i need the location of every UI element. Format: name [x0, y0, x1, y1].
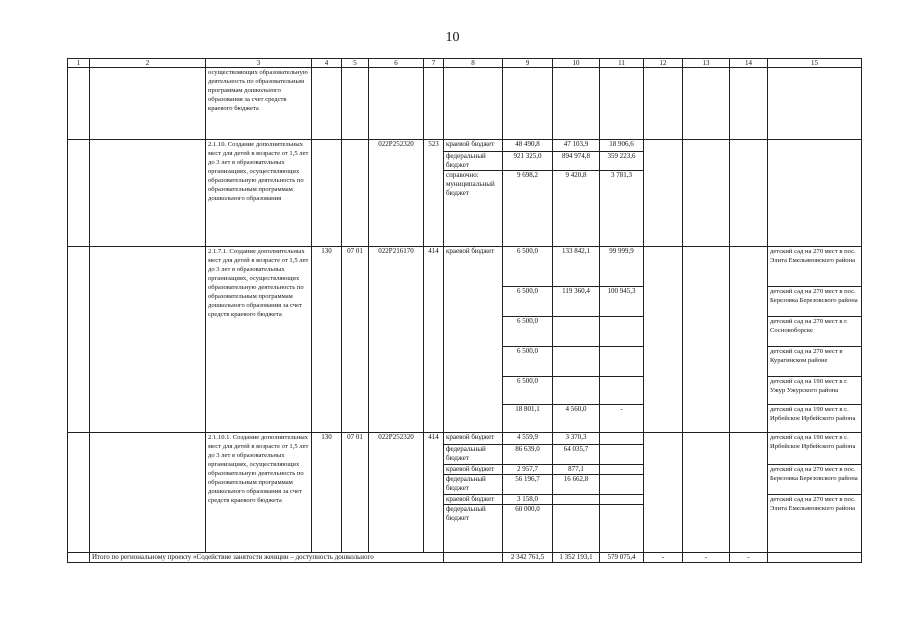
ministry-code: 130: [312, 433, 342, 553]
budget-code: 022P252320: [369, 433, 424, 553]
measure-description: 2.1.10. Создание дополнительных мест для детей в возрасте от 1,5 лет до 3 лет в образовательных организациях, осуществляющих образовательную деятельность по образовательным программам дошкольного образования: [206, 140, 312, 247]
total-amount: 579 075,4: [600, 553, 644, 563]
amount: 6 500,0: [503, 317, 553, 347]
page-number: 10: [445, 30, 460, 45]
table-row: [68, 433, 862, 445]
amount: 6 500,0: [503, 287, 553, 317]
total-amount: -: [683, 553, 730, 563]
expense-type: 414: [424, 247, 444, 433]
amount: [600, 505, 644, 553]
result-note: детский сад на 270 мест в пос. Элита Емельяновского района: [768, 247, 862, 287]
measure-description: 2.1.7.1. Создание дополнительных мест для детей в возрасте от 1,5 лет до 3 лет в образовательных организациях, осуществляющих образовательную деятельность по образовательным программам дошкольного образования за счет средств краевого бюджета: [206, 247, 312, 433]
amount: [600, 445, 644, 465]
amount: [600, 495, 644, 505]
table-row: [68, 247, 862, 287]
column-header: 3: [206, 59, 312, 68]
expense-type: 414: [424, 433, 444, 553]
amount: 60 000,0: [503, 505, 553, 553]
result-note: детский сад на 270 мест в пос. Элита Емельяновского района: [768, 495, 862, 553]
funding-source: краевой бюджет: [444, 465, 503, 475]
result-note: детский сад на 270 мест в пос. Березовка Березовского района: [768, 287, 862, 317]
column-header: 12: [644, 59, 683, 68]
result-note: детский сад на 270 мест в Курагинском районе: [768, 347, 862, 377]
amount: [600, 465, 644, 475]
amount: 100 945,3: [600, 287, 644, 317]
total-amount: -: [644, 553, 683, 563]
amount: 2 957,7: [503, 465, 553, 475]
budget-code: 022P252320: [369, 140, 424, 247]
amount: [600, 475, 644, 495]
amount: [600, 317, 644, 347]
amount: 921 325,0: [503, 152, 553, 171]
funding-source: краевой бюджет: [444, 433, 503, 445]
total-row: [68, 553, 862, 563]
result-note: детский сад на 190 мест в с. Ирбейское Ирбейского района: [768, 433, 862, 465]
column-header: 2: [90, 59, 206, 68]
amount: 3 781,3: [600, 171, 644, 247]
column-header: 1: [68, 59, 90, 68]
funding-source: федеральный бюджет: [444, 505, 503, 553]
column-header: 7: [424, 59, 444, 68]
amount: 6 500,0: [503, 247, 553, 287]
amount: 18 801,1: [503, 405, 553, 433]
amount: [600, 377, 644, 405]
measure-description: 2.1.10.1. Создание дополнительных мест для детей в возрасте от 1,5 лет до 3 лет в образовательных организациях, осуществляющих образовательную деятельность по образовательным программам дошкольного образования за счет средств краевого бюджета: [206, 433, 312, 553]
result-note: детский сад на 270 мест в г. Сосновоборске: [768, 317, 862, 347]
budget-table: [67, 58, 862, 563]
funding-source: федеральный бюджет: [444, 445, 503, 465]
funding-source: справочно: муниципальный бюджет: [444, 171, 503, 247]
amount: [553, 347, 600, 377]
amount: 16 662,8: [553, 475, 600, 495]
column-header: 13: [683, 59, 730, 68]
amount: [553, 505, 600, 553]
amount: [553, 495, 600, 505]
column-header: 15: [768, 59, 862, 68]
funding-source: федеральный бюджет: [444, 152, 503, 171]
amount: 3 158,0: [503, 495, 553, 505]
amount: 4 559,9: [503, 433, 553, 445]
header-row: [68, 59, 862, 68]
amount: 48 490,8: [503, 140, 553, 152]
amount: 18 906,6: [600, 140, 644, 152]
amount: 9 698,2: [503, 171, 553, 247]
amount: 119 360,4: [553, 287, 600, 317]
amount: [600, 347, 644, 377]
budget-code: 022P216170: [369, 247, 424, 433]
amount: [553, 377, 600, 405]
total-label: Итого по региональному проекту «Содействие занятости женщин – доступность дошкольного: [90, 553, 444, 563]
amount: 99 999,9: [600, 247, 644, 287]
column-header: 8: [444, 59, 503, 68]
amount: 894 974,8: [553, 152, 600, 171]
column-header: 10: [553, 59, 600, 68]
amount: [553, 317, 600, 347]
column-header: 5: [342, 59, 369, 68]
total-amount: -: [730, 553, 768, 563]
amount: 9 420,8: [553, 171, 600, 247]
amount: 133 842,1: [553, 247, 600, 287]
table-row: [68, 140, 862, 152]
total-amount: 1 352 193,1: [553, 553, 600, 563]
amount: 4 560,0: [553, 405, 600, 433]
funding-source: федеральный бюджет: [444, 475, 503, 495]
result-note: детский сад на 190 мест в г. Ужур Ужурского района: [768, 377, 862, 405]
amount: [600, 433, 644, 445]
funding-source: краевой бюджет: [444, 247, 503, 433]
amount: 877,1: [553, 465, 600, 475]
expense-type: 523: [424, 140, 444, 247]
amount: 47 103,9: [553, 140, 600, 152]
amount: 3 370,3: [553, 433, 600, 445]
amount: 86 639,0: [503, 445, 553, 465]
column-header: 9: [503, 59, 553, 68]
amount: 64 035,7: [553, 445, 600, 465]
table-row: [68, 68, 862, 140]
measure-description: осуществляющих образовательную деятельность по образовательным программам дошкольного образования за счет средств краевого бюджета: [206, 68, 312, 140]
section-code: 07 01: [342, 433, 369, 553]
column-header: 6: [369, 59, 424, 68]
result-note: детский сад на 190 мест в с. Ирбейское Ирбейского района: [768, 405, 862, 433]
amount: -: [600, 405, 644, 433]
amount: 359 223,6: [600, 152, 644, 171]
result-note: детский сад на 270 мест в пос. Березовка Березовского района: [768, 465, 862, 495]
funding-source: краевой бюджет: [444, 495, 503, 505]
ministry-code: 130: [312, 247, 342, 433]
funding-source: краевой бюджет: [444, 140, 503, 152]
column-header: 11: [600, 59, 644, 68]
amount: 6 500,0: [503, 377, 553, 405]
amount: 6 500,0: [503, 347, 553, 377]
column-header: 14: [730, 59, 768, 68]
column-header: 4: [312, 59, 342, 68]
amount: 56 196,7: [503, 475, 553, 495]
total-amount: 2 342 761,5: [503, 553, 553, 563]
section-code: 07 01: [342, 247, 369, 433]
